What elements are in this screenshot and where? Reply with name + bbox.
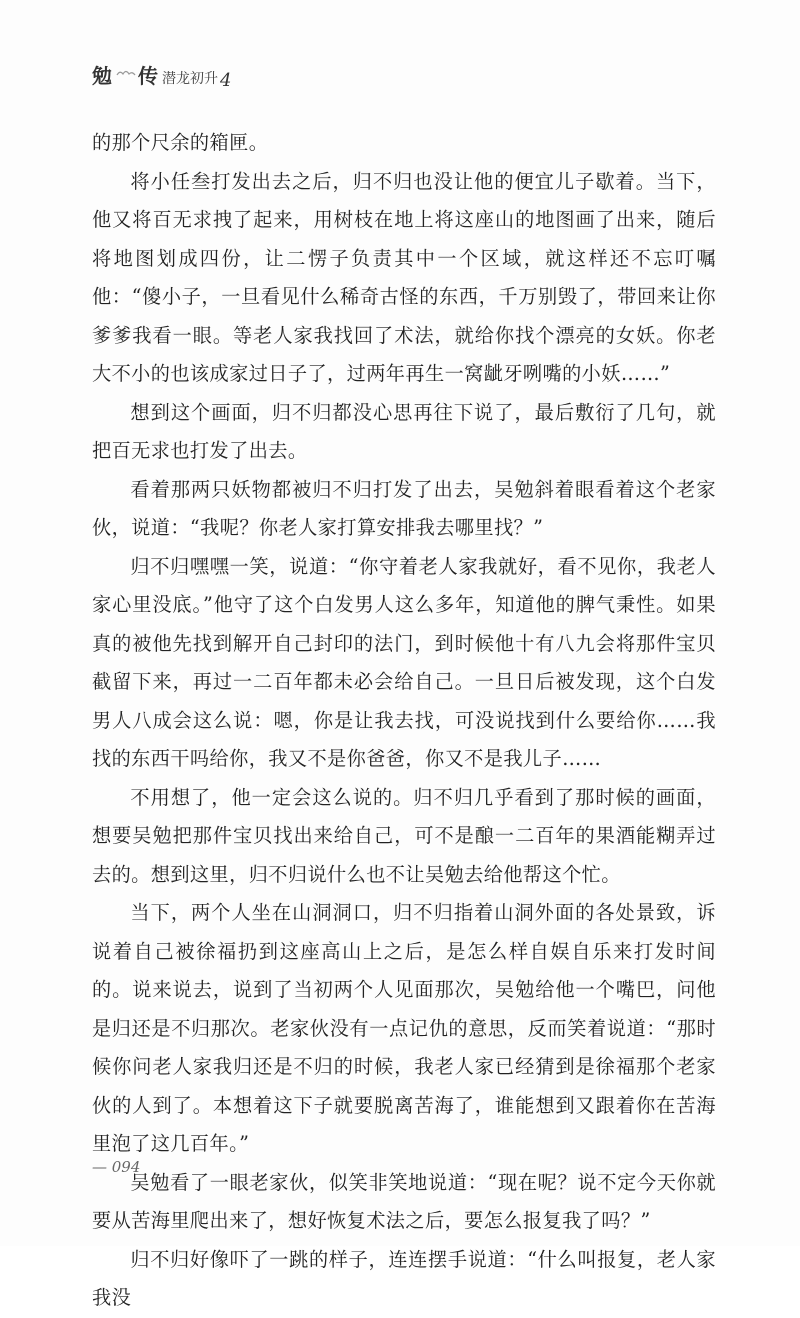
book-title-char-2: 传 bbox=[138, 64, 158, 88]
page-number: — 094 bbox=[92, 1158, 141, 1176]
body-text bbox=[92, 124, 716, 1318]
paragraph-1: 的那个尺余的箱匣。 bbox=[92, 131, 269, 154]
paragraph-7: 当下，两个人坐在山洞洞口，归不归指着山洞外面的各处景致，诉说着自己被徐福扔到这座高山上之后，是怎么样自娱自乐来打发时间的。说来说去，说到了当初两个人见面那次，吴勉给他一个嘴巴，问他是归还是不归那次。老家伙没有一点记仇的意思，反而笑着说道：“那时候你问老人家我归还是不归的时候，我老人家已经猜到是徐福那个老家伙的人到了。本想着这下子就要脱离苦海了，谁能想到又跟着你在苦海里泡了这几百年。” bbox=[92, 901, 716, 1155]
paragraph-5: 归不归嘿嘿一笑，说道：“你守着老人家我就好，看不见你，我老人家心里没底。”他守了这个白发男人这么多年，知道他的脾气秉性。如果真的被他先找到解开自己封印的法门，到时候他十有八九会将那件宝贝截留下来，再过一二百年都未必会给自己。一旦日后被发现，这个白发男人八成会这么说：嗯，你是让我去找，可没说找到什么要给你……我找的东西干吗给你，我又不是你爸爸，你又不是我儿子…… bbox=[92, 554, 716, 770]
paragraph-3: 想到这个画面，归不归都没心思再往下说了，最后敷衍了几句，就把百无求也打发了出去。 bbox=[92, 400, 716, 462]
paragraph-4: 看着那两只妖物都被归不归打发了出去，吴勉斜着眼看着这个老家伙，说道：“我呢？你老人家打算安排我去哪里找？” bbox=[92, 477, 716, 539]
paragraph-2: 将小任叁打发出去之后，归不归也没让他的便宜儿子歇着。当下，他又将百无求拽了起来，用树枝在地上将这座山的地图画了出来，随后将地图划成四份，让二愣子负责其中一个区域，就这样还不忘叮嘱他：“傻小子，一旦看见什么稀奇古怪的东西，千万别毁了，带回来让你爹爹我看一眼。等老人家我找回了术法，就给你找个漂亮的女妖。你老大不小的也该成家过日子了，过两年再生一窝龇牙咧嘴的小妖……” bbox=[92, 169, 716, 385]
paragraph-9: 归不归好像吓了一跳的样子，连连摆手说道：“什么叫报复，老人家我没 bbox=[92, 1247, 716, 1309]
book-subtitle: 潜龙初升 bbox=[162, 71, 218, 87]
running-header bbox=[92, 56, 292, 92]
volume-number: 4 bbox=[220, 70, 232, 91]
paragraph-8: 吴勉看了一眼老家伙，似笑非笑地说道：“现在呢？说不定今天你就要从苦海里爬出来了，想好恢复术法之后，要怎么报复我了吗？” bbox=[92, 1170, 716, 1232]
decorative-cloud-icon bbox=[116, 68, 136, 78]
book-title-char-1: 勉 bbox=[92, 64, 112, 88]
paragraph-6: 不用想了，他一定会这么说的。归不归几乎看到了那时候的画面，想要吴勉把那件宝贝找出来给自己，可不是酿一二百年的果酒能糊弄过去的。想到这里，归不归说什么也不让吴勉去给他帮这个忙。 bbox=[92, 785, 716, 886]
